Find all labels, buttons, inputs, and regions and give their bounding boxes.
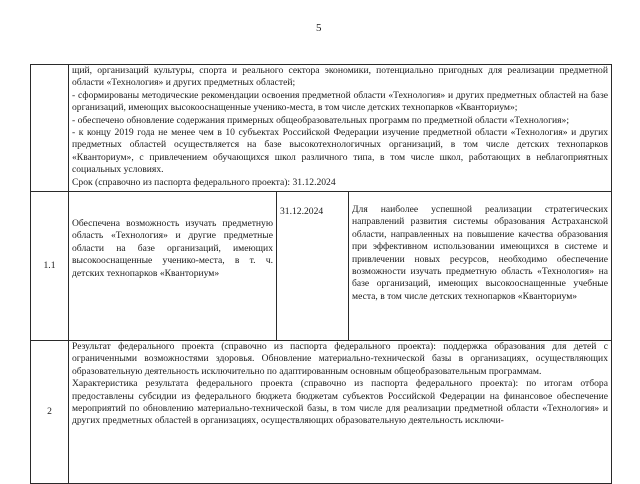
result-description: Обеспечена возможность изучать предметную область «Технология» и другие предметные области на базе организаций, имеющих высокооснащенные ученико-места, в т. ч. детских технопарков «Кванториум» [69,192,277,341]
row-number [31,65,69,192]
results-table [30,64,612,484]
text-line: - к концу 2019 года не менее чем в 10 субъектах Российской Федерации изучение предметной области «Технология» и других предметных областей осуществляется на базе высокотехнологичных организаций, в том числе детских технопарков «Кванториум», с привлечением обучающихся школ различного типа, в том числе школ, работающих в неблагоприятных социальных условиях. [72,127,608,176]
text-line: - обеспечено обновление содержания примерных общеобразовательных программ по предметной области «Технология»; [72,114,570,126]
text-line: - сформированы методические рекомендации освоения предметной области «Технология» и других предметных областей на базе организаций, имеющих высокооснащенные ученико-места, в том числе детских технопарков «Кванториум»; [72,89,608,114]
result-deadline: 31.12.2024 [277,192,349,341]
table-row [31,341,612,484]
row-text-cell [69,65,612,192]
row-number: 1.1 [31,192,69,341]
deadline-line: Срок (справочно из паспорта федерального проекта): 31.12.2024 [72,176,336,188]
row-text-cell [69,341,612,484]
text-line: щий, организаций культуры, спорта и реального сектора экономики, потенциально пригодных для реализации предметной области «Технология» и других предметных областей; [72,65,608,89]
table-row [31,65,612,192]
result-characteristic: Для наиболее успешной реализации стратегических направлений развития системы образования Астраханской области, направленных на повышение качества образования при эффективном использовании имеющихся в системе и привлечении новых ресурсов, необходимо обеспечение возможности изучать предметную область «Технология» на базе организаций, имеющих высокооснащенные учебные места, в том числе детских технопарков «Кванториум» [349,192,612,341]
text-line: Результат федерального проекта (справочно из паспорта федерального проекта): поддержка образования для детей с ограниченными возможностями здоровья. Обновление материально-технической базы в организациях, осуществляющих образовательную деятельность исключительно по адаптированным основным общеобразовательным программам. [72,341,608,377]
row-number: 2 [31,341,69,484]
table-row [31,192,612,341]
page-number: 5 [316,22,322,34]
text-line: Характеристика результата федерального проекта (справочно из паспорта федерального проекта): по итогам отбора предоставлены субсидии из федерального бюджета бюджетам субъектов Российской Федерации на финансовое обеспечение мероприятий по обновлению материально-технической базы, в том числе для реализации предметной области «Технология» и других предметных областей в организациях, осуществляющих образовательную деятельность исключи- [72,378,608,427]
